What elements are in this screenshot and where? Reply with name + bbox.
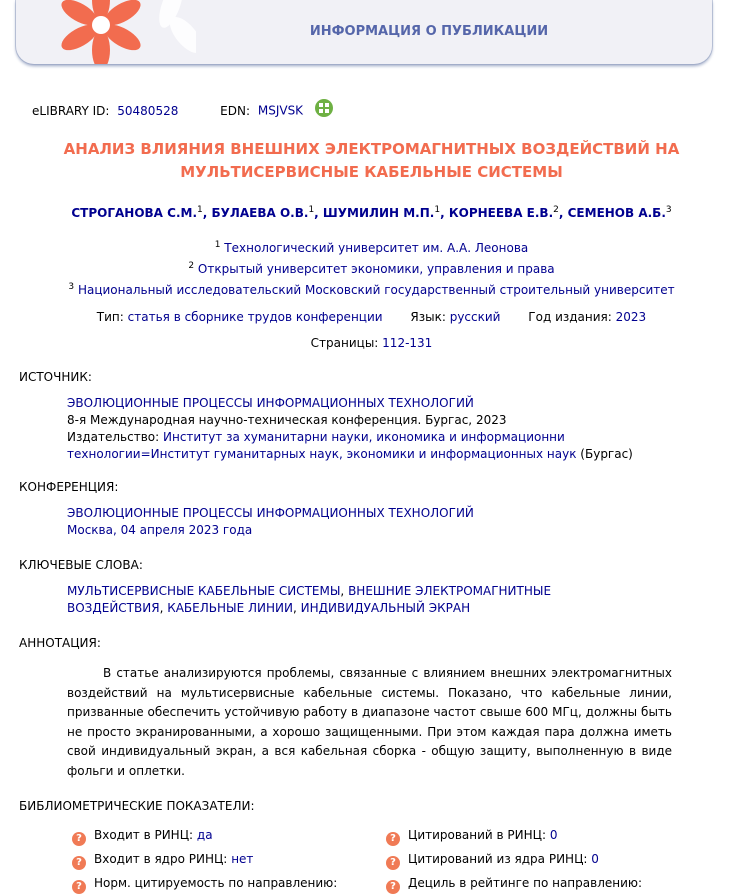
- affiliation-num: 2: [188, 261, 195, 271]
- author-link[interactable]: КОРНЕЕВА Е.В.: [448, 206, 554, 220]
- keywords-heading: КЛЮЧЕВЫЕ СЛОВА:: [19, 558, 143, 572]
- author-link[interactable]: СТРОГАНОВА С.М.: [71, 206, 198, 220]
- metric-label: Норм. цитируемость по направлению:: [94, 876, 338, 890]
- annotation-text: В статье анализируются проблемы, связанные с влиянием внешних электромагнитных воздействий на мультисервисные кабельные системы. Показано, что кабельные линии, призванные обеспечить устойчивую работу в диапазоне частот свыше 600 МГц, должны быть не просто экранированными, а хорошо защищенными. При этом каждая пара должна иметь свой индивидуальный экран, а вся кабельная сборка - общую защиту, выполненную в виде фольги и оплетки.: [67, 666, 672, 778]
- affiliation-link[interactable]: Открытый университет экономики, управления и права: [197, 262, 555, 276]
- edn-label: EDN:: [220, 103, 251, 118]
- author-affil-sup: 1: [197, 205, 203, 215]
- affiliation-num: 1: [214, 240, 221, 250]
- metric-rinc-core: [72, 852, 253, 870]
- publisher-label: Издательство:: [67, 430, 160, 444]
- publication-meta: [0, 310, 743, 324]
- metric-citations-core: [386, 852, 599, 870]
- metric-norm-citation: [72, 876, 337, 894]
- affiliation-link[interactable]: Национальный исследовательский Московский государственный строительный университет: [77, 283, 675, 297]
- publisher-link[interactable]: Институт за хуманитарни науки, икономика и информационни технологии=Институт гуманитарных наук, экономики и информационных наук: [67, 430, 577, 461]
- article-title: [40, 138, 703, 184]
- edn-link[interactable]: MSJVSK: [257, 103, 304, 118]
- language-field: [410, 310, 500, 324]
- keyword-separator: ,: [293, 601, 301, 615]
- pages-value[interactable]: 112-131: [382, 336, 433, 350]
- affiliations-list: [0, 236, 743, 299]
- annotation-heading: АННОТАЦИЯ:: [19, 636, 101, 650]
- help-icon[interactable]: ?: [386, 856, 400, 870]
- metric-label: Цитирований из ядра РИНЦ:: [408, 852, 588, 866]
- affiliation-item: [0, 257, 743, 278]
- author-affil-sup: 1: [308, 205, 315, 215]
- source-heading: ИСТОЧНИК:: [19, 370, 92, 384]
- qr-code-icon[interactable]: [315, 99, 333, 117]
- author-affil-sup: 3: [665, 205, 672, 215]
- metric-value[interactable]: нет: [231, 852, 254, 866]
- metric-value[interactable]: да: [196, 828, 213, 842]
- publisher-city: (Бургас): [580, 447, 633, 461]
- conference-body: [67, 505, 667, 539]
- help-icon[interactable]: ?: [386, 880, 400, 894]
- keyword-link[interactable]: КАБЕЛЬНЫЕ ЛИНИИ: [167, 601, 293, 615]
- language-label: Язык:: [410, 310, 446, 324]
- affiliation-item: [0, 278, 743, 299]
- metric-rinc: [72, 828, 213, 846]
- keyword-link[interactable]: ВНЕШНИЕ ЭЛЕКТРОМАГНИТНЫЕ ВОЗДЕЙСТВИЯ: [67, 584, 552, 615]
- type-field: [97, 310, 383, 324]
- author-affil-sup: 2: [553, 205, 559, 215]
- source-link[interactable]: ЭВОЛЮЦИОННЫЕ ПРОЦЕССЫ ИНФОРМАЦИОННЫХ ТЕХНОЛОГИЙ: [67, 396, 474, 410]
- author-link[interactable]: ШУМИЛИН М.П.: [322, 206, 435, 220]
- affiliation-item: [0, 236, 743, 257]
- help-icon[interactable]: ?: [72, 856, 86, 870]
- affiliation-num: 3: [68, 282, 75, 292]
- bibliometrics-heading: БИБЛИОМЕТРИЧЕСКИЕ ПОКАЗАТЕЛИ:: [19, 799, 255, 813]
- keywords-list: [67, 583, 637, 617]
- source-conference-text: 8-я Международная научно-техническая конференция. Бургас, 2023: [67, 413, 507, 427]
- source-body: [67, 395, 667, 463]
- metric-label: Входит в ядро РИНЦ:: [94, 852, 228, 866]
- metric-decile: [386, 876, 642, 894]
- elibrary-id-label: eLIBRARY ID:: [32, 103, 110, 118]
- id-line: [32, 102, 337, 120]
- article-title-line-1: АНАЛИЗ ВЛИЯНИЯ ВНЕШНИХ ЭЛЕКТРОМАГНИТНЫХ ВОЗДЕЙСТВИЙ НА: [63, 140, 680, 158]
- keyword-separator: ,: [159, 601, 168, 615]
- language-value[interactable]: русский: [449, 310, 501, 324]
- page-header-title: ИНФОРМАЦИЯ О ПУБЛИКАЦИИ: [309, 24, 549, 39]
- metric-value[interactable]: 0: [549, 828, 558, 842]
- metric-label: Цитирований в РИНЦ:: [408, 828, 547, 842]
- year-label: Год издания:: [528, 310, 612, 324]
- conference-place-date[interactable]: Москва, 04 апреля 2023 года: [67, 523, 253, 537]
- keyword-separator: ,: [340, 584, 349, 598]
- type-value[interactable]: статья в сборнике трудов конференции: [127, 310, 383, 324]
- metric-label: Входит в РИНЦ:: [94, 828, 194, 842]
- author-link[interactable]: СЕМЕНОВ А.Б.: [567, 206, 666, 220]
- type-label: Тип:: [96, 310, 124, 324]
- author-link[interactable]: БУЛАЕВА О.В.: [211, 206, 309, 220]
- elibrary-id-link[interactable]: 50480528: [117, 103, 179, 118]
- help-icon[interactable]: ?: [386, 832, 400, 846]
- keyword-link[interactable]: МУЛЬТИСЕРВИСНЫЕ КАБЕЛЬНЫЕ СИСТЕМЫ: [67, 584, 341, 598]
- pages-field: [0, 336, 743, 350]
- help-icon[interactable]: ?: [72, 880, 86, 894]
- affiliation-link[interactable]: Технологический университет им. А.А. Леонова: [224, 241, 529, 255]
- authors-list: СТРОГАНОВА С.М.$^1$, БУЛАЕВА О.В.$^1$, ШУМИЛИН М.П.$^1$, КОРНЕЕВА Е.В.$^2$, СЕМЕНОВ А.Б.$^3$: [71, 205, 672, 220]
- metric-label: Дециль в рейтинге по направлению:: [408, 876, 643, 890]
- pages-label: Страницы:: [310, 336, 379, 350]
- year-field: [528, 310, 646, 324]
- metric-value[interactable]: 0: [591, 852, 599, 866]
- help-icon[interactable]: ?: [72, 832, 86, 846]
- metric-citations-rinc: [386, 828, 558, 846]
- author-affil-sup: 1: [434, 205, 441, 215]
- conference-heading: КОНФЕРЕНЦИЯ:: [19, 480, 119, 494]
- keyword-link[interactable]: ИНДИВИДУАЛЬНЫЙ ЭКРАН: [300, 601, 471, 615]
- article-title-line-2: МУЛЬТИСЕРВИСНЫЕ КАБЕЛЬНЫЕ СИСТЕМЫ: [180, 163, 563, 181]
- conference-link[interactable]: ЭВОЛЮЦИОННЫЕ ПРОЦЕССЫ ИНФОРМАЦИОННЫХ ТЕХНОЛОГИЙ: [67, 506, 474, 520]
- year-value[interactable]: 2023: [615, 310, 647, 324]
- header-banner: [16, 0, 712, 64]
